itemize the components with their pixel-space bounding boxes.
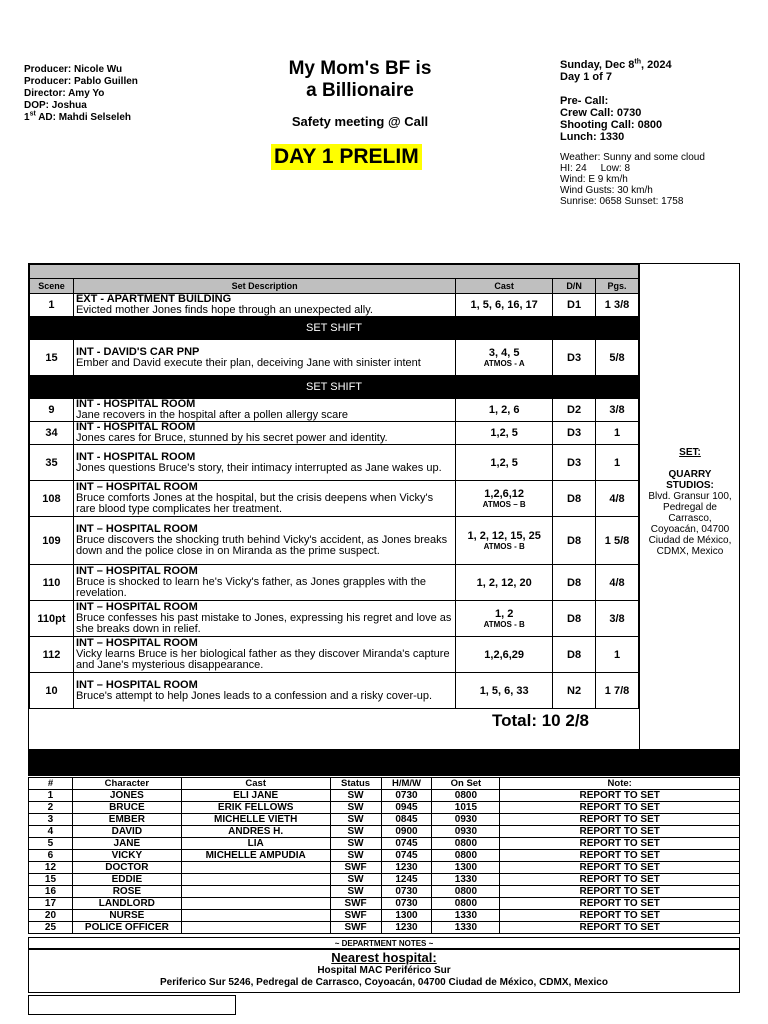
cast-header-note: Note: [500,778,740,790]
weather-line-3: Wind: E 9 km/h [560,174,628,185]
schedule-row [30,445,639,481]
scene-cast-ids: 1, 5, 6, 16, 17 [470,299,538,311]
cast-character: NURSE [72,910,181,922]
cast-num: 15 [29,874,73,886]
cast-onset: 0800 [432,886,500,898]
scene-pages: 3/8 [596,601,639,637]
set-addr-2: Pedregal de [663,502,717,513]
scene-cast [456,517,553,565]
cast-hmw: 0730 [381,886,432,898]
scene-number: 34 [30,422,74,445]
scene-description [73,481,455,517]
scene-dn: D3 [553,422,596,445]
header-scene: Scene [30,279,74,294]
cast-hmw: 1245 [381,874,432,886]
cast-cast [181,910,330,922]
scene-cast [456,673,553,709]
cast-row [29,802,740,814]
cast-status: SWF [330,922,381,934]
set-column [639,264,739,751]
scene-summary: Bruce confesses his past mistake to Jones, expressing his regret and love as she breaks down in relief. [75,612,452,635]
cast-onset: 1330 [432,874,500,886]
scene-dn: D8 [553,565,596,601]
pre-call: Pre- Call: [560,95,609,107]
cast-status: SWF [330,898,381,910]
scene-cast [456,445,553,481]
schedule-table [29,264,639,709]
schedule-body [30,294,639,709]
header-dn: D/N [553,279,596,294]
cast-character: VICKY [72,850,181,862]
scene-set: INT – HOSPITAL ROOM [75,565,198,577]
scene-summary: Bruce comforts Jones at the hospital, but the crisis deepens when Vicky's rare blood type complicates her treatment. [75,492,434,515]
schedule-row [30,673,639,709]
schedule-row [30,399,639,422]
cast-row [29,838,740,850]
cast-row [29,874,740,886]
cast-cast [181,862,330,874]
shooting-call: Shooting Call: 0800 [560,119,663,131]
cast-table [28,777,740,934]
first-ad-num: 1 [24,112,30,123]
schedule-row [30,340,639,376]
scene-pages: 1 7/8 [596,673,639,709]
scene-set: INT - HOSPITAL ROOM [75,398,196,410]
cast-note: REPORT TO SET [500,826,740,838]
first-ad-sup: st [29,110,36,118]
weather-line-1: Weather: Sunny and some cloud [560,152,705,163]
cast-onset: 1015 [432,802,500,814]
scene-number: 9 [30,399,74,422]
scene-description [73,517,455,565]
cast-onset: 0800 [432,898,500,910]
set-shift-row [30,376,639,399]
scene-number: 112 [30,637,74,673]
scene-summary: Bruce discovers the shocking truth behind Vicky's accident, as Jones breaks down and the police close in on Miranda as the prime suspect. [75,534,448,557]
set-shift-row [30,317,639,340]
scene-number: 10 [30,673,74,709]
cast-status: SW [330,802,381,814]
scene-cast [456,601,553,637]
weather-line-5: Sunrise: 0658 Sunset: 1758 [560,196,684,207]
scene-cast-ids: 1,2,6,29 [484,648,525,661]
producer-2: Producer: Pablo Guillen [24,76,138,87]
scene-description [73,445,455,481]
cast-num: 3 [29,814,73,826]
cast-hmw: 0945 [381,802,432,814]
cast-note: REPORT TO SET [500,850,740,862]
scene-atmos: ATMOS - A [483,359,525,368]
cast-note: REPORT TO SET [500,922,740,934]
department-notes: ~ DEPARTMENT NOTES ~ [28,937,740,949]
scene-cast-ids: 1, 2 [494,608,514,620]
cast-row [29,862,740,874]
scene-cast [456,422,553,445]
cast-note: REPORT TO SET [500,790,740,802]
cast-onset: 0930 [432,814,500,826]
scene-description [73,637,455,673]
scene-pages: 4/8 [596,481,639,517]
set-addr-3: Carrasco, [668,513,712,524]
scene-set: INT – HOSPITAL ROOM [75,678,198,691]
cast-header-num: # [29,778,73,790]
scene-set: INT – HOSPITAL ROOM [75,637,198,649]
scene-pages: 1 [596,422,639,445]
set-shift-label: SET SHIFT [30,317,639,340]
cast-hmw: 0730 [381,790,432,802]
title-line-1: My Mom's BF is [288,58,432,79]
first-ad-rest: AD: Mahdi Selseleh [35,112,132,123]
scene-cast-ids: 1,2, 5 [490,456,518,469]
cast-status: SW [330,874,381,886]
scene-cast [456,637,553,673]
scene-number: 15 [30,340,74,376]
scene-set: INT – HOSPITAL ROOM [75,481,198,493]
cast-row [29,898,740,910]
lunch: Lunch: 1330 [560,131,625,143]
cast-note: REPORT TO SET [500,874,740,886]
scene-atmos: ATMOS - B [483,542,525,551]
scene-cast-ids: 1, 2, 6 [488,404,520,416]
scene-summary: Jones cares for Bruce, stunned by his secret power and identity. [75,432,388,444]
scene-summary: Vicky learns Bruce is her biological father as they discover Miranda's capture and Jane's mysterious disappearance. [75,648,450,671]
cast-onset: 1300 [432,862,500,874]
cast-hmw: 1230 [381,862,432,874]
scene-cast-ids: 1, 2, 12, 15, 25 [467,530,541,542]
cast-character: DAVID [72,826,181,838]
cast-num: 2 [29,802,73,814]
call-info [560,59,672,143]
director: Director: Amy Yo [24,88,105,99]
scene-dn: D8 [553,637,596,673]
cast-hmw: 0900 [381,826,432,838]
cast-note: REPORT TO SET [500,910,740,922]
cast-num: 17 [29,898,73,910]
header-cast: Cast [456,279,553,294]
set-addr-5: Ciudad de México, [648,535,732,546]
cast-onset: 0800 [432,790,500,802]
cast-status: SWF [330,862,381,874]
scene-pages: 1 3/8 [596,294,639,317]
cast-note: REPORT TO SET [500,814,740,826]
cast-status: SW [330,886,381,898]
scene-pages: 1 5/8 [596,517,639,565]
scene-description [73,399,455,422]
hospital-name: Hospital MAC Periférico Sur [317,965,451,976]
footer-box [28,995,236,1015]
cast-cast: LIA [181,838,330,850]
cast-cast [181,922,330,934]
weather-line-2: HI: 24 Low: 8 [560,163,631,174]
cast-character: POLICE OFFICER [72,922,181,934]
scene-dn: D8 [553,517,596,565]
cast-cast: ANDRES H. [181,826,330,838]
scene-set: INT – HOSPITAL ROOM [75,601,198,613]
scene-cast-ids: 1, 5, 6, 33 [479,684,529,697]
schedule-row [30,637,639,673]
scene-dn: D3 [553,445,596,481]
scene-set: EXT - APARTMENT BUILDING [75,293,232,305]
scene-dn: D2 [553,399,596,422]
set-name-1: QUARRY [668,469,712,480]
scene-pages: 5/8 [596,340,639,376]
scene-summary: Jones questions Bruce's story, their intimacy interrupted as Jane wakes up. [75,461,442,474]
day-prelim-badge: DAY 1 PRELIM [271,144,422,170]
cast-row [29,790,740,802]
cast-row [29,826,740,838]
cast-character: EDDIE [72,874,181,886]
nearest-hospital [28,949,740,993]
cast-section-bar [28,750,740,776]
set-label: SET: [679,447,701,458]
cast-note: REPORT TO SET [500,838,740,850]
cast-cast: MICHELLE AMPUDIA [181,850,330,862]
scene-dn: D8 [553,601,596,637]
hospital-title: Nearest hospital: [331,950,437,965]
weather-info [560,152,705,207]
scene-summary: Jane recovers in the hospital after a pollen allergy scare [75,409,349,421]
scene-description [73,565,455,601]
scene-set: INT - HOSPITAL ROOM [75,421,196,433]
set-addr-1: Blvd. Gransur 100, [648,491,732,502]
cast-note: REPORT TO SET [500,862,740,874]
scene-set: INT - HOSPITAL ROOM [75,450,196,463]
cast-hmw: 1300 [381,910,432,922]
cast-character: ROSE [72,886,181,898]
hospital-address: Periferico Sur 5246, Pedregal de Carrasco, Coyoacán, 04700 Ciudad de México, CDMX, Mexico [160,977,608,988]
cast-status: SW [330,838,381,850]
date-a: Sunday, Dec 8 [560,59,635,71]
cast-cast: ERIK FELLOWS [181,802,330,814]
cast-onset: 1330 [432,922,500,934]
cast-header [29,778,740,790]
scene-description [73,422,455,445]
crew-list [24,64,138,124]
scene-set: INT - DAVID'S CAR PNP [75,345,200,358]
production-title [250,58,470,102]
cast-row [29,850,740,862]
scene-cast [456,565,553,601]
scene-cast [456,481,553,517]
cast-character: EMBER [72,814,181,826]
scene-cast-ids: 3, 4, 5 [488,347,520,359]
scene-number: 109 [30,517,74,565]
scene-description [73,673,455,709]
crew-call: Crew Call: 0730 [560,107,642,119]
scene-number: 110pt [30,601,74,637]
scene-summary: Evicted mother Jones finds hope through an unexpected ally. [75,304,373,316]
cast-character: JANE [72,838,181,850]
cast-header-hmw: H/M/W [381,778,432,790]
cast-status: SW [330,814,381,826]
scene-pages: 3/8 [596,399,639,422]
schedule-row [30,422,639,445]
cast-num: 1 [29,790,73,802]
shoot-date [560,59,672,71]
scene-cast-ids: 1,2,6,12 [484,488,525,500]
scene-dn: D3 [553,340,596,376]
scene-summary: Bruce's attempt to help Jones leads to a confession and a risky cover-up. [75,689,433,702]
cast-hmw: 0745 [381,838,432,850]
cast-note: REPORT TO SET [500,898,740,910]
cast-cast [181,898,330,910]
schedule-section [28,263,740,750]
scene-description [73,601,455,637]
scene-number: 35 [30,445,74,481]
scene-cast [456,399,553,422]
cast-hmw: 0845 [381,814,432,826]
scene-summary: Ember and David execute their plan, deceiving Jane with sinister intent [75,356,421,369]
cast-header-status: Status [330,778,381,790]
weather-line-4: Wind Gusts: 30 km/h [560,185,653,196]
cast-num: 12 [29,862,73,874]
scene-dn: D1 [553,294,596,317]
cast-status: SW [330,850,381,862]
schedule-row [30,517,639,565]
scene-dn: N2 [553,673,596,709]
cast-character: JONES [72,790,181,802]
date-b: , 2024 [641,59,672,71]
schedule-header [30,279,639,294]
scene-atmos: ATMOS – B [482,500,526,509]
cast-header-onset: On Set [432,778,500,790]
scene-pages: 1 [596,445,639,481]
scene-pages: 4/8 [596,565,639,601]
day-count: Day 1 of 7 [560,71,612,83]
cast-status: SWF [330,910,381,922]
schedule-row [30,294,639,317]
dop: DOP: Joshua [24,100,87,111]
cast-num: 16 [29,886,73,898]
scene-atmos: ATMOS - B [483,620,525,629]
schedule-row [30,601,639,637]
cast-row [29,814,740,826]
cast-onset: 0800 [432,850,500,862]
cast-hmw: 0730 [381,898,432,910]
cast-num: 25 [29,922,73,934]
cast-num: 6 [29,850,73,862]
producer-1: Producer: Nicole Wu [24,64,123,75]
cast-cast [181,874,330,886]
scene-cast [456,340,553,376]
cast-onset: 1330 [432,910,500,922]
scene-description [73,340,455,376]
scene-dn: D8 [553,481,596,517]
cast-character: DOCTOR [72,862,181,874]
first-ad [24,112,138,124]
scene-cast-ids: 1,2, 5 [490,427,518,439]
cast-hmw: 0745 [381,850,432,862]
cast-num: 20 [29,910,73,922]
scene-cast [456,294,553,317]
cast-character: BRUCE [72,802,181,814]
cast-cast: MICHELLE VIETH [181,814,330,826]
safety-meeting: Safety meeting @ Call [291,114,429,129]
cast-note: REPORT TO SET [500,802,740,814]
header-pgs: Pgs. [596,279,639,294]
cast-header-character: Character [72,778,181,790]
total-pages: Total: 10 2/8 [492,711,589,730]
cast-row [29,910,740,922]
set-location [640,447,740,557]
set-addr-4: Coyoacán, 04700 [650,524,730,535]
cast-status: SW [330,790,381,802]
cast-status: SW [330,826,381,838]
header-desc: Set Description [73,279,455,294]
set-name-2: STUDIOS: [666,480,714,491]
scene-number: 110 [30,565,74,601]
cast-onset: 0800 [432,838,500,850]
schedule-row [30,565,639,601]
cast-cast [181,886,330,898]
schedule-top-band [30,265,639,279]
scene-pages: 1 [596,637,639,673]
scene-description [73,294,455,317]
cast-note: REPORT TO SET [500,886,740,898]
scene-set: INT – HOSPITAL ROOM [75,523,198,535]
cast-num: 5 [29,838,73,850]
cast-header-cast: Cast [181,778,330,790]
cast-body [29,790,740,934]
scene-summary: Bruce is shocked to learn he's Vicky's father, as Jones grapples with the revelation. [75,576,427,599]
cast-num: 4 [29,826,73,838]
set-addr-6: CDMX, Mexico [656,546,724,557]
cast-cast: ELI JANE [181,790,330,802]
schedule-row [30,481,639,517]
title-line-2: a Billionaire [306,80,414,101]
cast-hmw: 1230 [381,922,432,934]
cast-row [29,922,740,934]
scene-number: 108 [30,481,74,517]
cast-character: LANDLORD [72,898,181,910]
scene-number: 1 [30,294,74,317]
cast-row [29,886,740,898]
set-shift-label: SET SHIFT [30,376,639,399]
scene-cast-ids: 1, 2, 12, 20 [476,576,532,589]
date-sup: th [634,58,641,66]
cast-onset: 0930 [432,826,500,838]
